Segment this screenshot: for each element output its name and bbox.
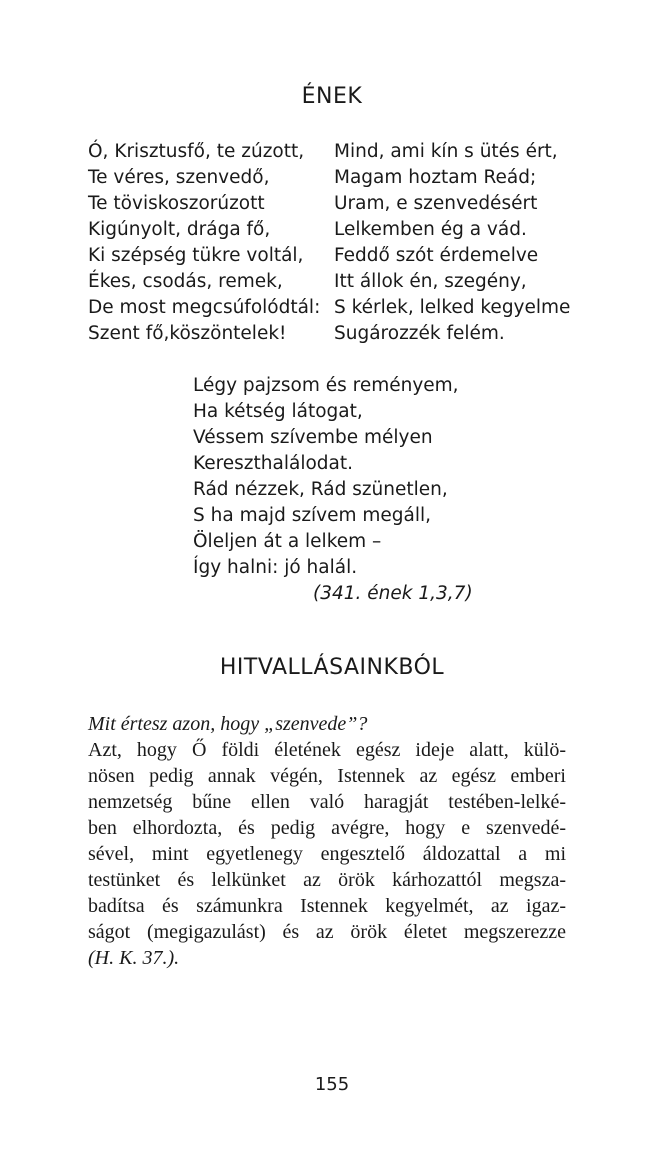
- verse-line: Öleljen át a lelkem –: [193, 531, 382, 552]
- answer-line: testünket és lelkünket az örök kárhozattól megsza-: [88, 869, 566, 891]
- answer-line: badítsa és számunkra Istennek kegyelmét, az igaz-: [88, 895, 566, 917]
- answer-line: ben elhordozta, és pedig avégre, hogy e szenvedé-: [88, 817, 566, 839]
- answer-line: nemzetség bűne ellen való haragját testében-lelké-: [88, 791, 566, 813]
- verse-line: Kigúnyolt, drága fő,: [88, 219, 271, 240]
- answer-line: sével, mint egyetlenegy engesztelő áldozattal a mi: [88, 843, 566, 865]
- verse-line: Sugározzék felém.: [334, 323, 505, 344]
- verse-line: De most megcsúfolódtál:: [88, 297, 321, 318]
- catechism-question: Mit értesz azon, hogy „szenvede”?: [88, 713, 368, 735]
- verse-line: Itt állok én, szegény,: [334, 271, 527, 292]
- verse-line: Ékes, csodás, remek,: [88, 271, 283, 292]
- hymn-stanza-center: [193, 373, 459, 581]
- verse-line: Kereszthalálodat.: [193, 453, 353, 474]
- verse-line: Légy pajzsom és reményem,: [193, 375, 459, 396]
- verse-line: Te töviskoszorúzott: [88, 193, 265, 214]
- verse-line: Magam hoztam Reád;: [334, 167, 537, 188]
- hymn-citation: (341. ének 1,3,7): [313, 583, 473, 604]
- hymn-stanza-left: [88, 139, 320, 347]
- verse-line: Uram, e szenvedésért: [334, 193, 538, 214]
- catechism-answer: [88, 737, 566, 971]
- verse-line: Lelkemben ég a vád.: [334, 219, 527, 240]
- verse-line: Mind, ami kín s ütés ért,: [334, 141, 558, 162]
- section-heading-confessions: HITVALLÁSAINKBÓL: [219, 655, 445, 680]
- verse-line: Szent fő,köszöntelek!: [88, 323, 287, 344]
- verse-line: Ó, Krisztusfő, te zúzott,: [88, 141, 305, 162]
- answer-line: nösen pedig annak végén, Istennek az egész emberi: [88, 765, 566, 787]
- verse-line: Ki szépség tükre voltál,: [88, 245, 304, 266]
- hymn-stanza-right: [334, 139, 570, 347]
- verse-line: Ha kétség látogat,: [193, 401, 363, 422]
- verse-line: S ha majd szívem megáll,: [193, 505, 432, 526]
- verse-line: Te véres, szenvedő,: [88, 167, 270, 188]
- answer-line: ságot (megigazulást) és az örök életet megszerezze: [88, 921, 566, 943]
- page-number: 155: [314, 1074, 350, 1095]
- verse-line: Így halni: jó halál.: [193, 557, 358, 578]
- catechism-reference: (H. K. 37.).: [88, 947, 180, 969]
- verse-line: S kérlek, lelked kegyelme: [334, 297, 571, 318]
- verse-line: Feddő szót érdemelve: [334, 245, 539, 266]
- verse-line: Véssem szívembe mélyen: [193, 427, 433, 448]
- answer-line: Azt, hogy Ő földi életének egész ideje alatt, külö-: [88, 739, 566, 761]
- verse-line: Rád nézzek, Rád szünetlen,: [193, 479, 448, 500]
- section-heading-song: ÉNEK: [301, 84, 363, 109]
